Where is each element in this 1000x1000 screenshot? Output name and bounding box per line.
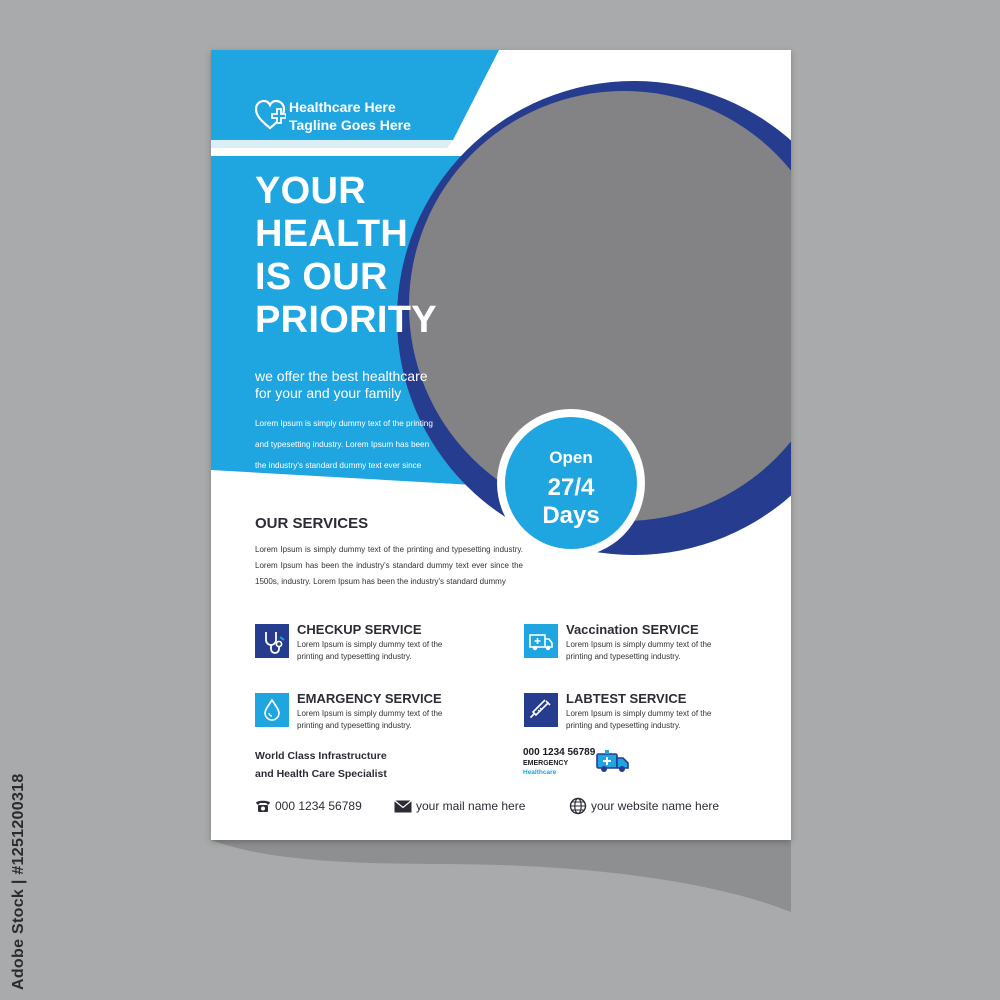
service-title-checkup: CHECKUP SERVICE bbox=[297, 622, 422, 637]
headline-line: HEALTH bbox=[255, 212, 409, 255]
phone-icon bbox=[255, 799, 271, 813]
contact-phone[interactable] bbox=[255, 797, 362, 815]
mail-icon bbox=[394, 800, 412, 813]
syringe-icon bbox=[524, 693, 558, 727]
service-desc-labtest: Lorem Ipsum is simply dummy text of the printing and typesetting industry. bbox=[566, 709, 712, 730]
headline-line: PRIORITY bbox=[255, 298, 437, 341]
subheadline-line: we offer the best healthcare bbox=[255, 368, 428, 384]
infrastructure-text: World Class Infrastructure and Health Care Specialist bbox=[255, 750, 387, 780]
services-title: OUR SERVICES bbox=[255, 515, 369, 532]
ambulance-icon bbox=[595, 747, 631, 775]
intro-line: the industry's standard dummy text ever since bbox=[255, 461, 422, 470]
open-badge-label: Open bbox=[549, 448, 593, 467]
emergency-phone: 000 1234 56789 bbox=[523, 747, 596, 758]
emergency-label: EMERGENCY bbox=[523, 760, 569, 767]
subheadline bbox=[255, 368, 428, 402]
header-band-accent bbox=[211, 140, 453, 148]
flyer bbox=[211, 50, 791, 840]
services-description: Lorem Ipsum is simply dummy text of the printing and typesetting industry. Lorem Ipsum has been the industry's standard dummy text ever since the 1500s, industry. Lorem Ipsum has been the industry's standard dummy bbox=[255, 545, 523, 586]
contact-phone-text: 000 1234 56789 bbox=[275, 799, 362, 813]
ambulance-icon bbox=[524, 624, 558, 658]
service-title-labtest: LABTEST SERVICE bbox=[566, 691, 687, 706]
service-desc-emergency: Lorem Ipsum is simply dummy text of the printing and typesetting industry. bbox=[297, 709, 443, 730]
service-title-emergency: EMARGENCY SERVICE bbox=[297, 691, 442, 706]
brand-name: Healthcare Here bbox=[289, 99, 396, 115]
subheadline-line: for your and your family bbox=[255, 385, 402, 401]
globe-icon bbox=[569, 797, 587, 815]
contact-email-text: your mail name here bbox=[416, 799, 526, 813]
service-desc-vaccination: Lorem Ipsum is simply dummy text of the printing and typesetting industry. bbox=[566, 640, 712, 661]
intro-line: Lorem Ipsum is simply dummy text of the printing bbox=[255, 419, 433, 428]
stock-credit: Adobe Stock | #1251200318 bbox=[10, 773, 27, 990]
service-title-vaccination: Vaccination SERVICE bbox=[566, 622, 699, 637]
heart-cross-logo-icon bbox=[254, 98, 286, 132]
emergency-sub: Healthcare bbox=[523, 769, 557, 776]
open-badge-hours: 27/4 bbox=[547, 474, 595, 501]
service-desc-checkup: Lorem Ipsum is simply dummy text of the printing and typesetting industry. bbox=[297, 640, 443, 661]
stethoscope-icon bbox=[255, 624, 289, 658]
contact-email[interactable] bbox=[394, 797, 525, 815]
intro-line: and typesetting industry. Lorem Ipsum has been bbox=[255, 440, 430, 449]
open-badge-days: Days bbox=[542, 502, 600, 529]
contact-website-text: your website name here bbox=[591, 799, 720, 813]
drop-icon bbox=[255, 693, 289, 727]
headline-line: IS OUR bbox=[255, 255, 388, 298]
headline-line: YOUR bbox=[255, 170, 366, 212]
intro-text bbox=[255, 413, 433, 476]
brand-tagline: Tagline Goes Here bbox=[289, 117, 411, 133]
headline bbox=[255, 170, 437, 342]
contact-website[interactable] bbox=[569, 797, 719, 815]
